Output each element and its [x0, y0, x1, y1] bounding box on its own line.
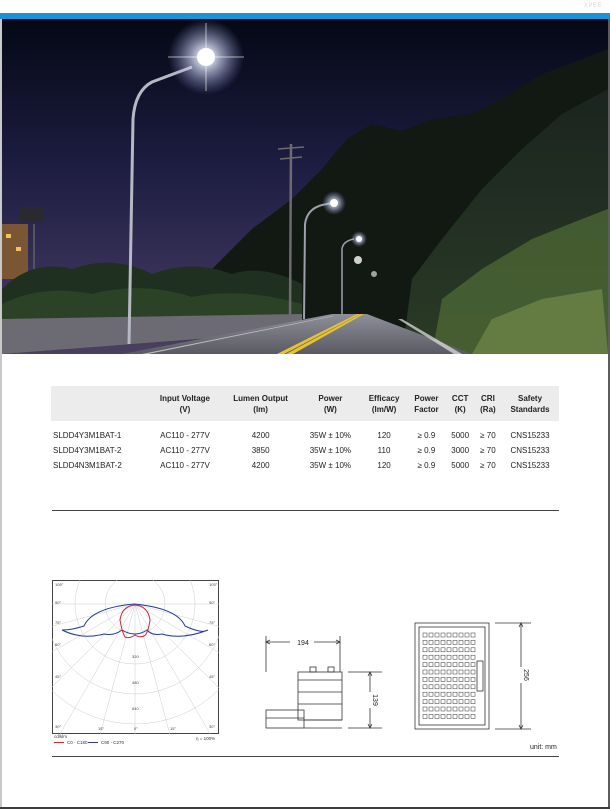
led-cell — [441, 714, 445, 718]
led-cell — [429, 714, 433, 718]
led-cell — [453, 714, 457, 718]
spec-cell: 120 — [377, 431, 391, 440]
spec-col-header-5: Power Factor — [407, 386, 445, 421]
led-cell — [465, 685, 469, 689]
led-cell — [459, 692, 463, 696]
led-cell — [435, 633, 439, 637]
led-cell — [465, 633, 469, 637]
polar-legend — [54, 734, 224, 748]
led-cell — [447, 655, 451, 659]
polar-angle-label-bottom: 15° — [98, 726, 105, 731]
polar-distribution-chart — [52, 580, 219, 734]
led-cell — [435, 677, 439, 681]
led-cell — [435, 685, 439, 689]
led-cell — [453, 685, 457, 689]
model-cell: SLDD4Y3M1BAT-1 — [53, 431, 122, 440]
led-cell — [423, 648, 427, 652]
led-cell — [447, 692, 451, 696]
led-cell — [471, 663, 475, 667]
led-cell — [453, 640, 457, 644]
led-cell — [459, 714, 463, 718]
led-cell — [465, 692, 469, 696]
led-cell — [429, 670, 433, 674]
led-cell — [429, 707, 433, 711]
led-cell — [429, 692, 433, 696]
spec-table-header-row — [51, 386, 559, 421]
polar-angle-label-right: 75° — [209, 620, 216, 625]
table-row — [51, 421, 559, 443]
led-cell — [459, 640, 463, 644]
led-cell — [423, 692, 427, 696]
led-cell — [447, 677, 451, 681]
spec-cell: ≥ 0.9 — [417, 446, 436, 455]
spec-col-header-7: CRI (Ra) — [475, 386, 501, 421]
led-cell — [429, 685, 433, 689]
led-cell — [429, 655, 433, 659]
led-cell — [465, 663, 469, 667]
led-cell — [429, 663, 433, 667]
led-cell — [435, 707, 439, 711]
spec-cell: AC110 - 277V — [160, 461, 210, 470]
led-cell — [447, 663, 451, 667]
spec-cell: ≥ 0.9 — [417, 431, 436, 440]
led-cell — [423, 633, 427, 637]
spec-col-header-6: CCT (K) — [446, 386, 475, 421]
led-cell — [441, 692, 445, 696]
led-cell — [441, 700, 445, 704]
spec-cell: 3850 — [251, 446, 270, 455]
spec-cell: CNS15233 — [510, 431, 550, 440]
led-cell — [423, 663, 427, 667]
spec-cell: ≥ 0.9 — [417, 461, 436, 470]
spec-cell: ≥ 70 — [480, 461, 496, 470]
led-cell — [471, 633, 475, 637]
led-cell — [471, 692, 475, 696]
led-cell — [459, 670, 463, 674]
led-cell — [435, 648, 439, 652]
led-cell — [465, 677, 469, 681]
polar-angle-label-left: 60° — [55, 642, 62, 647]
spec-cell: ≥ 70 — [480, 446, 496, 455]
spec-cell: AC110 - 277V — [160, 431, 210, 440]
led-cell — [429, 677, 433, 681]
spec-cell: 35W ± 10% — [309, 431, 352, 440]
spec-cell: 4200 — [251, 461, 270, 470]
led-cell — [453, 655, 457, 659]
led-cell — [453, 670, 457, 674]
spec-col-header-8: Safety Standards — [501, 386, 559, 421]
led-cell — [471, 648, 475, 652]
led-cell — [423, 640, 427, 644]
led-cell — [435, 663, 439, 667]
led-cell — [447, 707, 451, 711]
spec-col-header-4: Efficacy (lm/W) — [361, 386, 408, 421]
model-cell: SLDD4N3M1BAT-2 — [53, 461, 122, 470]
led-cell — [441, 677, 445, 681]
spec-cell: 35W ± 10% — [309, 461, 352, 470]
efficiency-label: η = 100% — [196, 736, 216, 741]
led-cell — [459, 677, 463, 681]
spec-cell: 35W ± 10% — [309, 446, 352, 455]
spec-cell: 4200 — [251, 431, 270, 440]
spec-cell: CNS15233 — [510, 446, 550, 455]
led-cell — [423, 685, 427, 689]
spec-cell: 5000 — [451, 431, 470, 440]
led-cell — [429, 700, 433, 704]
polar-unit-label: cd/klm — [54, 734, 68, 739]
section-divider — [52, 510, 559, 511]
led-cell — [423, 655, 427, 659]
polar-angle-label-left: 45° — [55, 674, 62, 679]
c0-legend-swatch — [54, 742, 64, 743]
spec-cell: AC110 - 277V — [160, 446, 210, 455]
c0-legend-label: C0 - C180 — [67, 740, 88, 745]
led-cell — [471, 700, 475, 704]
led-cell — [441, 707, 445, 711]
polar-angle-label-bottom: 0° — [134, 726, 138, 731]
front-view-drawing — [405, 617, 535, 735]
led-cell — [471, 655, 475, 659]
corner-mark: XPEE — [583, 3, 602, 9]
polar-angle-label-left: 30° — [55, 724, 62, 729]
led-cell — [465, 707, 469, 711]
polar-angle-label-right: 30° — [209, 724, 216, 729]
led-cell — [459, 648, 463, 652]
street-light-photo — [2, 19, 608, 354]
led-cell — [471, 685, 475, 689]
led-cell — [441, 685, 445, 689]
led-cell — [441, 648, 445, 652]
led-cell — [423, 700, 427, 704]
polar-angle-label-right: 90° — [209, 600, 216, 605]
led-cell — [435, 655, 439, 659]
led-cell — [465, 700, 469, 704]
polar-radial-label: 320 — [132, 654, 139, 659]
led-cell — [453, 677, 457, 681]
spec-col-header-3: Power (W) — [300, 386, 361, 421]
led-cell — [441, 640, 445, 644]
led-cell — [447, 633, 451, 637]
led-cell — [453, 648, 457, 652]
led-cell — [459, 700, 463, 704]
led-cell — [465, 640, 469, 644]
led-cell — [459, 685, 463, 689]
led-cell — [453, 707, 457, 711]
led-cell — [435, 714, 439, 718]
led-cell — [447, 670, 451, 674]
spec-table — [51, 386, 559, 473]
led-cell — [447, 648, 451, 652]
spec-cell: 5000 — [451, 461, 470, 470]
led-cell — [423, 670, 427, 674]
polar-radial-label: 480 — [132, 680, 139, 685]
table-row — [51, 443, 559, 458]
led-cell — [435, 692, 439, 696]
spec-col-header-2: Lumen Output (lm) — [221, 386, 300, 421]
length-dimension-label: 256 — [522, 669, 529, 681]
spec-cell: ≥ 70 — [480, 431, 496, 440]
spec-col-header-1: Input Voltage (V) — [149, 386, 222, 421]
led-cell — [453, 633, 457, 637]
led-cell — [423, 677, 427, 681]
led-cell — [459, 663, 463, 667]
unit-label: unit: mm — [530, 744, 557, 751]
led-cell — [447, 714, 451, 718]
led-cell — [459, 633, 463, 637]
led-cell — [471, 640, 475, 644]
led-cell — [441, 663, 445, 667]
spec-cell: 120 — [377, 461, 391, 470]
led-cell — [441, 670, 445, 674]
led-cell — [441, 633, 445, 637]
polar-angle-label-left: 105° — [55, 582, 64, 587]
led-cell — [435, 700, 439, 704]
led-cell — [465, 714, 469, 718]
led-cell — [453, 700, 457, 704]
led-cell — [447, 640, 451, 644]
led-cell — [429, 640, 433, 644]
led-cell — [459, 707, 463, 711]
spec-table-body — [51, 421, 559, 473]
polar-angle-label-left: 75° — [55, 620, 62, 625]
led-cell — [435, 640, 439, 644]
spec-cell: 110 — [377, 446, 391, 455]
led-cell — [435, 670, 439, 674]
led-cell — [423, 714, 427, 718]
led-cell — [465, 670, 469, 674]
spec-cell: CNS15233 — [510, 461, 550, 470]
polar-angle-label-right: 45° — [209, 674, 216, 679]
height-dimension-label: 139 — [371, 694, 378, 706]
led-cell — [471, 670, 475, 674]
polar-angle-label-right: 105° — [209, 582, 218, 587]
c90-legend-swatch — [88, 742, 98, 743]
led-cell — [465, 655, 469, 659]
bottom-divider — [52, 756, 559, 757]
model-cell: SLDD4Y3M1BAT-2 — [53, 446, 122, 455]
led-cell — [429, 648, 433, 652]
led-cell — [423, 707, 427, 711]
side-view-drawing — [258, 628, 386, 736]
c90-legend-label: C90 - C270 — [101, 740, 125, 745]
polar-angle-label-bottom: 15° — [170, 726, 177, 731]
led-cell — [453, 663, 457, 667]
led-cell — [465, 648, 469, 652]
polar-angle-label-left: 90° — [55, 600, 62, 605]
led-cell — [459, 655, 463, 659]
led-cell — [453, 692, 457, 696]
led-cell — [441, 655, 445, 659]
led-cell — [447, 685, 451, 689]
led-cell — [471, 677, 475, 681]
spec-cell: 3000 — [451, 446, 470, 455]
top-bar — [0, 0, 610, 14]
polar-radial-label: 640 — [132, 706, 139, 711]
led-cell — [471, 714, 475, 718]
led-cell — [429, 633, 433, 637]
led-cell — [447, 700, 451, 704]
led-cell — [471, 707, 475, 711]
table-row — [51, 458, 559, 473]
polar-angle-label-right: 60° — [209, 642, 216, 647]
width-dimension-label: 194 — [297, 640, 309, 647]
spec-col-header-0 — [51, 386, 149, 421]
